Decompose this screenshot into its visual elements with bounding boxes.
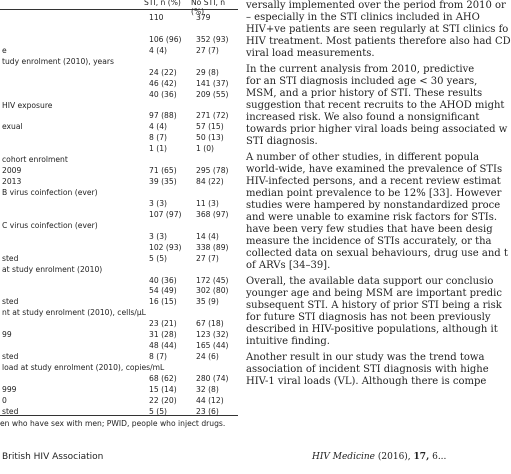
row-label: at study enrolment (2010) — [2, 264, 103, 274]
table-row — [0, 407, 238, 418]
cell-sti: 5 (5) — [149, 253, 168, 263]
cell-sti: 106 (96) — [149, 34, 182, 44]
row-label: tudy enrolment (2010), years — [2, 56, 114, 66]
cell-no-sti: 1 (0) — [196, 144, 215, 154]
row-label: sted — [2, 253, 19, 263]
table-footnote: en who have sex with men; PWID, people who inject drugs. — [0, 419, 226, 428]
text-line: HIV treatment. Most patients therefore also had CD — [246, 36, 511, 47]
cell-sti: 107 (97) — [149, 209, 182, 219]
cell-sti: 4 (4) — [149, 122, 168, 132]
row-label: nt at study enrolment (2010), cells/μL — [2, 308, 146, 318]
cell-no-sti: 29 (8) — [196, 67, 219, 77]
cell-no-sti: 352 (93) — [196, 34, 229, 44]
column-header-sti: STI, n (%) — [144, 0, 181, 7]
table-row — [0, 111, 238, 122]
row-label: 999 — [2, 384, 17, 394]
body-text-column — [246, 0, 511, 440]
cell-sti: 97 (88) — [149, 111, 177, 121]
row-label: e — [2, 45, 7, 55]
footer-citation — [312, 452, 446, 462]
text-line: described in HIV-positive populations, although it — [246, 324, 498, 335]
cell-sti: 3 (3) — [149, 231, 168, 241]
cell-sti: 23 (21) — [149, 319, 177, 329]
text-line: collected data on sexual behaviours, drug use and t — [246, 248, 508, 259]
text-line: suggestion that recent recruits to the AHOD might — [246, 100, 505, 111]
cell-no-sti: 27 (7) — [196, 253, 219, 263]
row-label: 0 — [2, 395, 7, 405]
text-line: In the current analysis from 2010, predictive — [246, 64, 475, 75]
cell-no-sti: 35 (9) — [196, 297, 219, 307]
row-label: exual — [2, 122, 23, 132]
cell-sti: 22 (20) — [149, 395, 177, 405]
cell-sti: 71 (65) — [149, 166, 177, 176]
cell-sti: 5 (5) — [149, 406, 168, 416]
cell-no-sti: 271 (72) — [196, 111, 229, 121]
cell-no-sti: 14 (4) — [196, 231, 219, 241]
text-line: studies were hampered by nonstandardized proce — [246, 200, 501, 211]
table-row — [0, 155, 238, 166]
cell-sti: 31 (28) — [149, 330, 177, 340]
cell-sti: 15 (14) — [149, 384, 177, 394]
table-header — [0, 0, 238, 16]
cell-no-sti: 165 (44) — [196, 341, 229, 351]
cell-sti: 46 (42) — [149, 78, 177, 88]
table-row — [0, 199, 238, 210]
footer-journal: HIV Medicine — [312, 452, 375, 462]
table-row — [0, 101, 238, 112]
text-line: MSM, and a prior history of STI. These results — [246, 88, 483, 99]
cell-sti: 24 (22) — [149, 67, 177, 77]
text-line: association of incident STI diagnosis with highe — [246, 364, 489, 375]
table-row — [0, 363, 238, 374]
text-line: world-wide, have examined the prevalence of STIs — [246, 164, 503, 175]
cell-no-sti: 11 (3) — [196, 198, 219, 208]
cell-sti: 16 (15) — [149, 297, 177, 307]
row-label: 2013 — [2, 177, 22, 187]
table-row — [0, 210, 238, 221]
cell-no-sti: 24 (6) — [196, 352, 219, 362]
cell-no-sti: 172 (45) — [196, 275, 229, 285]
text-line: towards prior higher viral loads being associated w — [246, 124, 508, 135]
text-line: of ARVs [34–39]. — [246, 260, 331, 271]
cell-no-sti: 50 (13) — [196, 133, 224, 143]
table-row — [0, 122, 238, 133]
table-row — [0, 35, 238, 46]
row-label: load at study enrolment (2010), copies/mL — [2, 363, 165, 372]
text-line: increased risk. We also found a nonsignificant — [246, 112, 480, 123]
text-line: versally implemented over the period from 2010 or — [246, 0, 506, 11]
cell-sti: 40 (36) — [149, 89, 177, 99]
table-row — [0, 144, 238, 155]
cell-sti: 39 (35) — [149, 177, 177, 187]
text-line: viral load measurements. — [246, 48, 375, 59]
cell-no-sti: 295 (78) — [196, 166, 229, 176]
row-label: 2009 — [2, 166, 22, 176]
cell-no-sti: 57 (15) — [196, 122, 224, 132]
text-line: Overall, the available data support our conclusio — [246, 276, 494, 287]
text-line: – especially in the STI clinics included in AHO — [246, 12, 480, 23]
text-line: STI diagnosis. — [246, 136, 318, 147]
cell-no-sti: 27 (7) — [196, 45, 219, 55]
text-line: HIV-1 viral loads (VL). Although there is compe — [246, 376, 487, 387]
table-row — [0, 286, 238, 297]
cell-sti: 1 (1) — [149, 144, 168, 154]
table-row — [0, 341, 238, 352]
cell-sti: 8 (7) — [149, 352, 168, 362]
cell-sti: 40 (36) — [149, 275, 177, 285]
text-line: Another result in our study was the trend towa — [246, 352, 485, 363]
row-label: sted — [2, 352, 19, 362]
table-row — [0, 297, 238, 308]
cell-no-sti: 84 (22) — [196, 177, 224, 187]
cell-no-sti: 280 (74) — [196, 373, 229, 383]
table-row — [0, 232, 238, 243]
row-label: B virus coinfection (ever) — [2, 188, 98, 197]
table-row — [0, 254, 238, 265]
row-label: HIV exposure — [2, 100, 53, 110]
table-row — [0, 374, 238, 385]
cell-sti: 110 — [149, 13, 164, 22]
table-row — [0, 188, 238, 199]
text-line: have been very few studies that have been desig — [246, 224, 493, 235]
cell-no-sti: 23 (6) — [196, 406, 219, 416]
table-row — [0, 243, 238, 254]
text-line: median point prevalence to be 12% [33]. However — [246, 188, 502, 199]
table-row — [0, 24, 238, 35]
row-label: sted — [2, 297, 19, 307]
table-body — [0, 13, 238, 418]
table-row — [0, 79, 238, 90]
table-bottom-rule — [0, 415, 238, 416]
cell-sti: 4 (4) — [149, 45, 168, 55]
cell-no-sti: 379 — [196, 13, 211, 22]
cell-no-sti: 368 (97) — [196, 209, 229, 219]
cell-no-sti: 32 (8) — [196, 384, 219, 394]
table-row — [0, 177, 238, 188]
table-row — [0, 90, 238, 101]
table-row — [0, 265, 238, 276]
text-line: measure the incidence of STIs accurately, or tha — [246, 236, 492, 247]
row-label: 99 — [2, 330, 12, 340]
table-row — [0, 396, 238, 407]
table-row — [0, 166, 238, 177]
cell-no-sti: 123 (32) — [196, 330, 229, 340]
cell-sti: 54 (49) — [149, 286, 177, 296]
row-label: sted — [2, 406, 19, 416]
footer-publisher: British HIV Association — [2, 452, 104, 462]
cell-sti: 68 (62) — [149, 373, 177, 383]
table-row — [0, 13, 238, 24]
table-row — [0, 385, 238, 396]
footer-volume: 17, — [413, 452, 430, 462]
cell-no-sti: 67 (18) — [196, 319, 224, 329]
table-row — [0, 276, 238, 287]
table-row — [0, 352, 238, 363]
footer-pages: 6... — [432, 452, 447, 462]
text-line: younger age and being MSM are important predic — [246, 288, 502, 299]
cell-no-sti: 302 (80) — [196, 286, 229, 296]
cell-sti: 8 (7) — [149, 133, 168, 143]
cell-no-sti: 338 (89) — [196, 242, 229, 252]
text-line: HIV-infected persons, and a recent review estimat — [246, 176, 501, 187]
cell-sti: 3 (3) — [149, 198, 168, 208]
table-row — [0, 221, 238, 232]
table-row — [0, 57, 238, 68]
cell-no-sti: 44 (12) — [196, 395, 224, 405]
table-row — [0, 133, 238, 144]
text-line: for an STI diagnosis included age < 30 years, — [246, 76, 478, 87]
footer-year: (2016), — [377, 452, 411, 462]
page-footer — [0, 450, 474, 470]
text-line: and were unable to examine risk factors for STIs. — [246, 212, 498, 223]
text-line: for future STI diagnosis has not been previously — [246, 312, 491, 323]
cell-no-sti: 209 (55) — [196, 89, 229, 99]
row-label: cohort enrolment — [2, 155, 68, 165]
text-line: A number of other studies, in different popula — [246, 152, 480, 163]
cell-sti: 48 (44) — [149, 341, 177, 351]
cell-no-sti: 141 (37) — [196, 78, 229, 88]
text-line: HIV+ve patients are seen regularly at STI clinics fo — [246, 24, 509, 35]
row-label: C virus coinfection (ever) — [2, 220, 98, 230]
table-row — [0, 330, 238, 341]
cell-sti: 102 (93) — [149, 242, 182, 252]
table-row — [0, 68, 238, 79]
table-row — [0, 319, 238, 330]
table-row — [0, 308, 238, 319]
table-row — [0, 46, 238, 57]
text-line: intuitive finding. — [246, 336, 330, 347]
text-line: subsequent STI. A history of prior STI being a risk — [246, 300, 502, 311]
column-header-no-sti: No STI, n (%) — [191, 0, 226, 16]
table-1-fragment — [0, 0, 246, 440]
